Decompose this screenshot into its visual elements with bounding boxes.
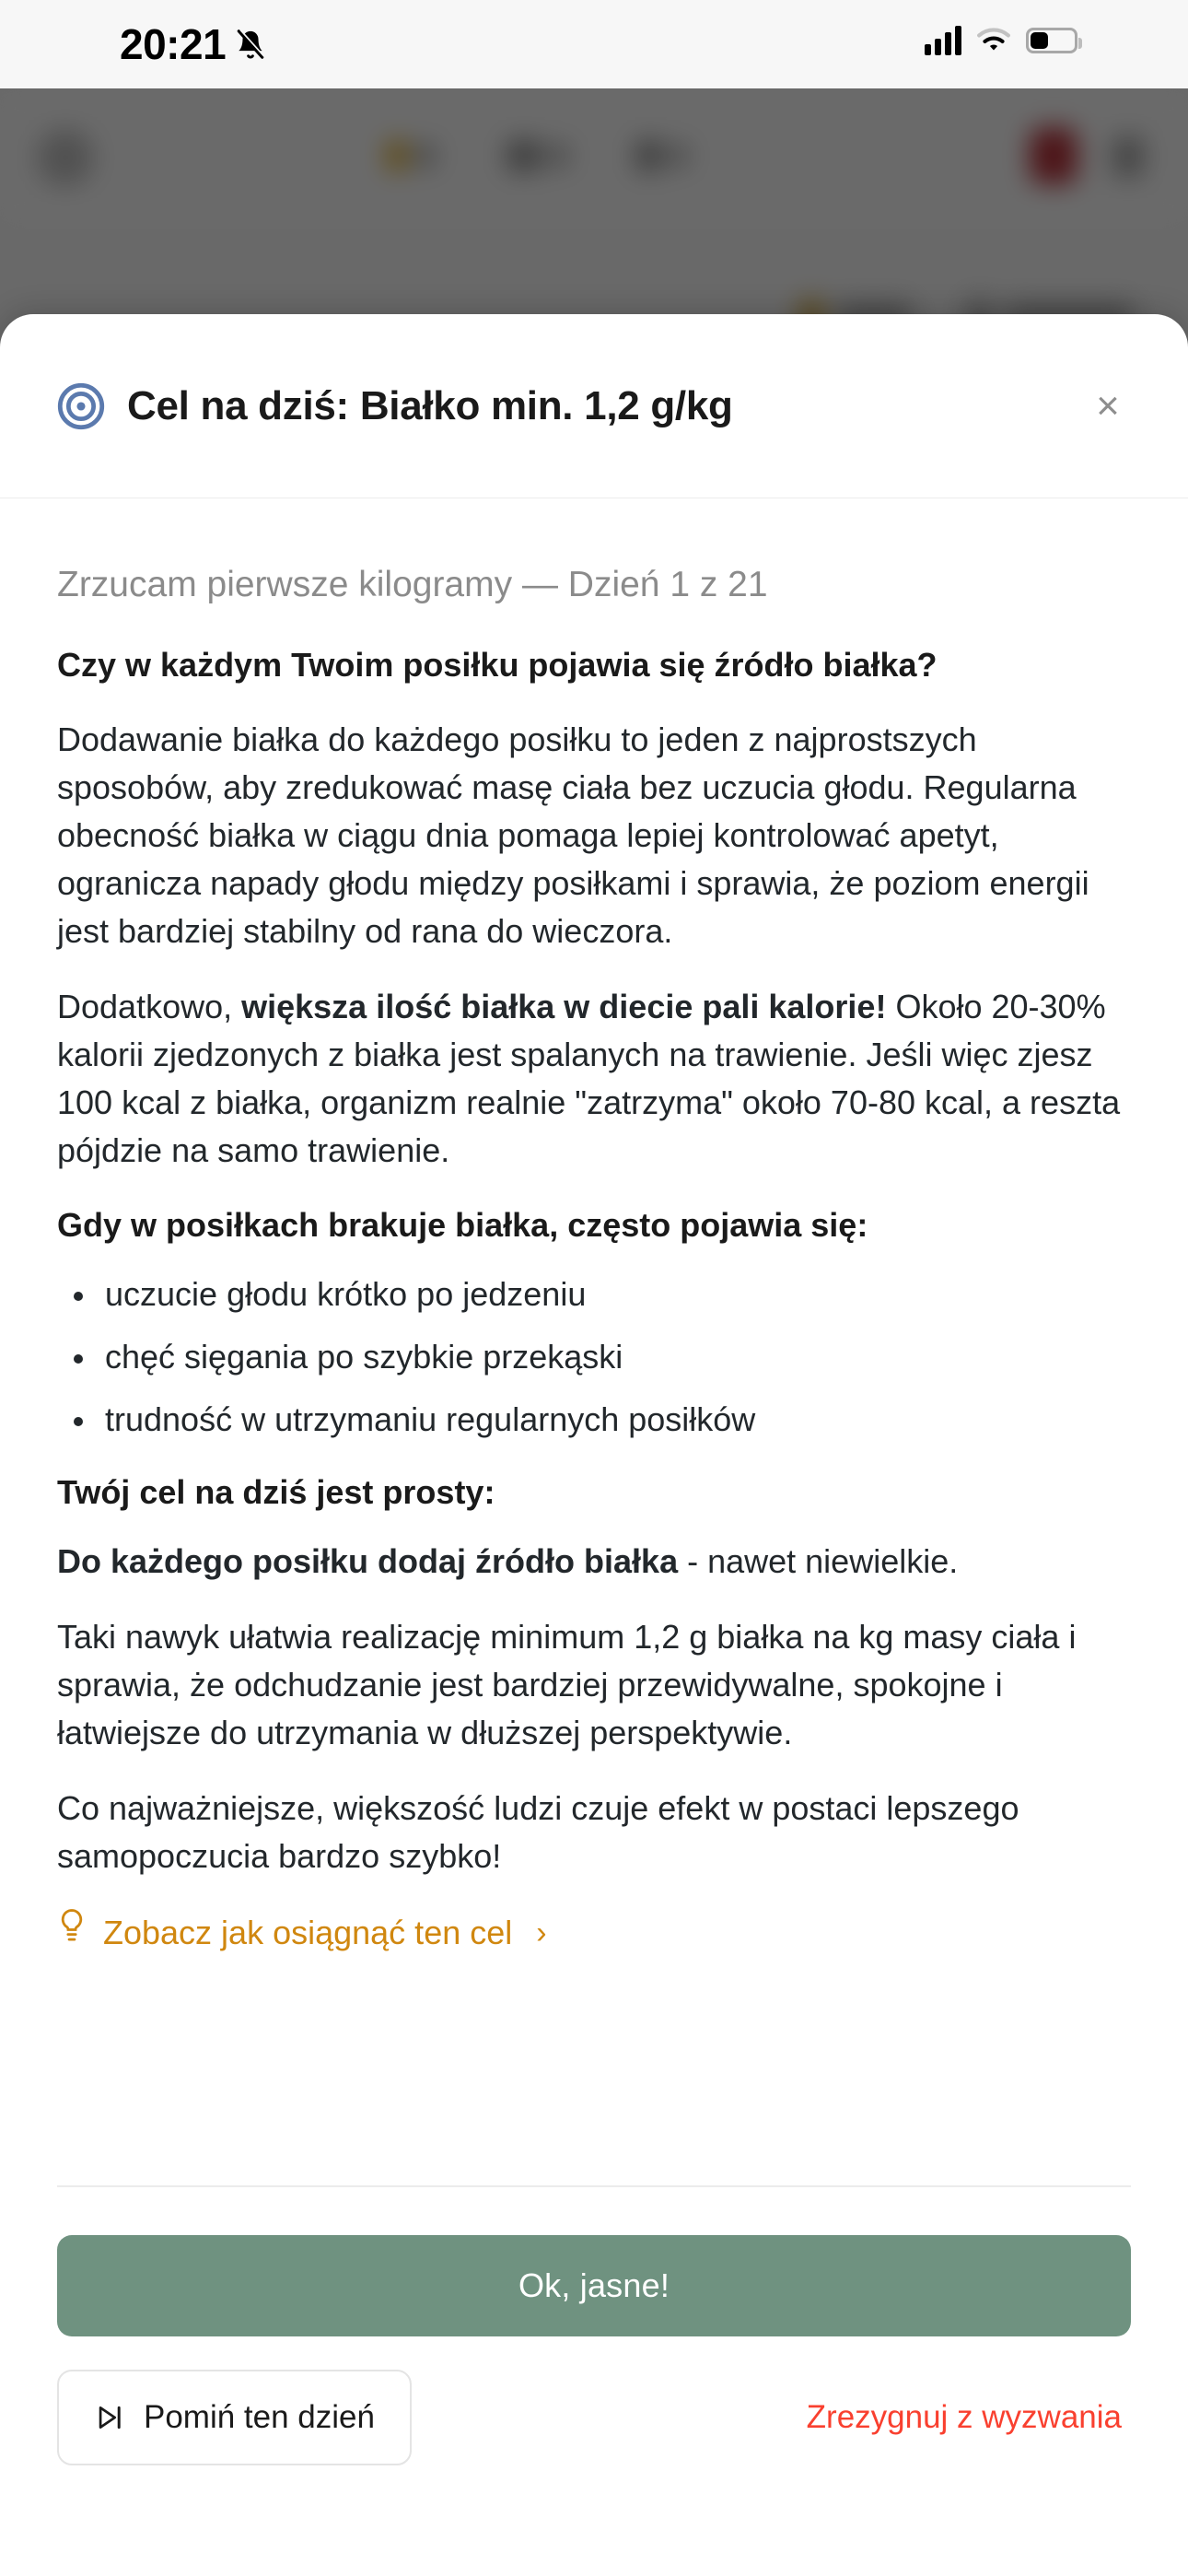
bell-slash-icon [235, 26, 266, 63]
list-item: chęć sięgania po szybkie przekąski [57, 1333, 1131, 1381]
cellular-signal-icon [925, 26, 961, 55]
target-icon [57, 382, 105, 430]
status-bar [0, 0, 1188, 88]
list-item: trudność w utrzymaniu regularnych posiłków [57, 1396, 1131, 1444]
see-how-to-achieve-goal-link[interactable] [57, 1908, 547, 1957]
skip-day-label: Pomiń ten dzień [144, 2399, 375, 2435]
list-heading: Gdy w posiłkach brakuje białka, często pojawia się: [57, 1206, 868, 1244]
paragraph-2-before: Dodatkowo, [57, 988, 242, 1025]
goal-statement-rest: - nawet niewielkie. [678, 1542, 959, 1580]
see-how-to-achieve-goal-label: Zobacz jak osiągnąć ten cel [103, 1913, 513, 1951]
modal-body [0, 498, 1188, 2185]
status-bar-right [925, 26, 1077, 55]
status-time: 20:21 [120, 20, 227, 68]
battery-icon [1026, 28, 1077, 53]
page-title: Cel na dziś: Białko min. 1,2 g/kg [127, 382, 733, 428]
goal-statement [57, 1538, 1131, 1586]
modal-header [0, 314, 1188, 498]
paragraph-2-bold: większa ilość białka w diecie pali kalorie! [241, 988, 887, 1025]
wifi-icon [976, 27, 1011, 54]
paragraph-1: Dodawanie białka do każdego posiłku to jeden z najprostszych sposobów, aby zredukować masę ciała bez uczucia głodu. Regularna obecność białka w ciągu dnia pomaga lepiej kontrolować apetyt, ogranicza napady głodu między posiłkami i sprawia, że poziom energii jest bardziej stabilny od rana do wieczora. [57, 720, 1089, 950]
confirm-button[interactable]: Ok, jasne! [57, 2235, 1131, 2336]
list-item: uczucie głodu krótko po jedzeniu [57, 1270, 1131, 1318]
paragraph-2-after: Około 20-30% kalorii zjedzonych z białka jest spalanych na trawienie. Jeśli więc zjesz 100 kcal z białka, organizm realnie "zatrzyma" około 70-80 kcal, a reszta pójdzie na samo trawienie. [57, 988, 1121, 1169]
status-bar-left [120, 20, 266, 68]
quit-challenge-button[interactable]: Zrezygnuj z wyzwania [798, 2399, 1131, 2436]
lightbulb-icon [57, 1908, 87, 1957]
skip-forward-icon [94, 2402, 125, 2433]
paragraph-3: Taki nawyk ułatwia realizację minimum 1,2 g białka na kg masy ciała i sprawia, że odchudzanie jest bardziej przewidywalne, spokojne i łatwiejsze do utrzymania w dłuższej perspektywie. [57, 1618, 1077, 1751]
lead-question: Czy w każdym Twoim posiłku pojawia się źródło białka? [57, 646, 938, 684]
chevron-right-icon: › [536, 1914, 547, 1950]
close-icon[interactable]: × [1077, 376, 1138, 437]
skip-day-button[interactable] [57, 2370, 412, 2465]
challenge-progress-subtitle: Zrzucam pierwsze kilogramy — Dzień 1 z 21 [57, 565, 768, 604]
footer-divider [57, 2185, 1131, 2187]
footer-secondary-row [57, 2370, 1131, 2465]
paragraph-2 [57, 983, 1131, 1175]
symptom-list [57, 1270, 1131, 1444]
modal-footer [0, 2185, 1188, 2576]
paragraph-4: Co najważniejsze, większość ludzi czuje efekt w postaci lepszego samopoczucia bardzo szybko! [57, 1789, 1019, 1875]
goal-statement-bold: Do każdego posiłku dodaj źródło białka [57, 1542, 679, 1580]
goal-modal [0, 314, 1188, 2576]
goal-heading: Twój cel na dziś jest prosty: [57, 1473, 495, 1511]
